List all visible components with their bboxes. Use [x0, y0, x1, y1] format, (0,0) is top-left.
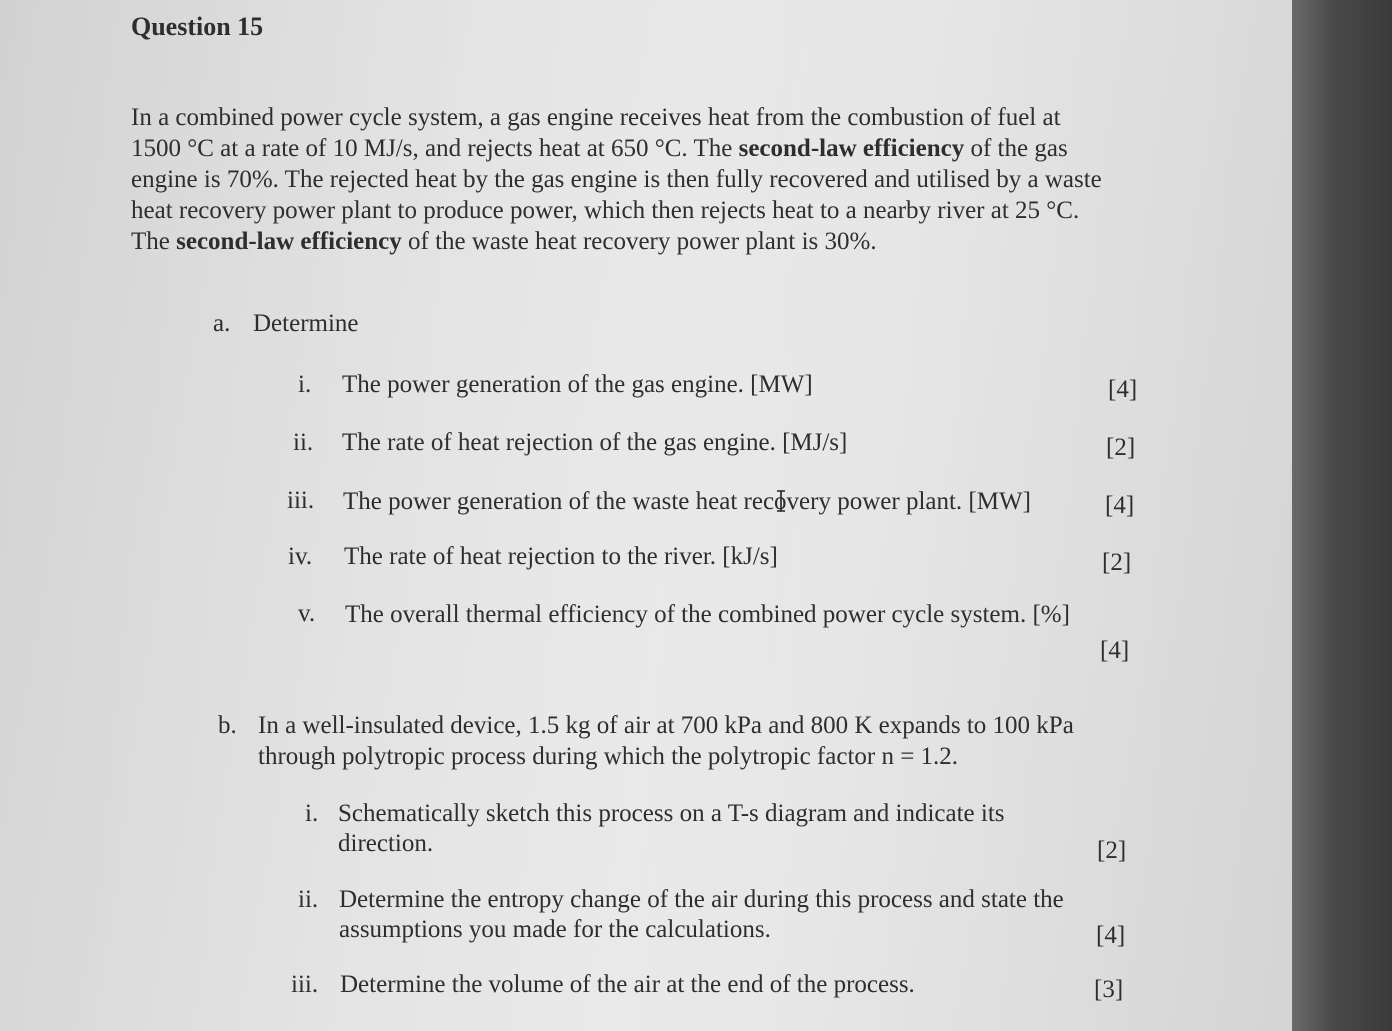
- marks-badge: [4]: [1100, 637, 1130, 664]
- intro-text: of the waste heat recovery power plant is 30%.: [401, 228, 877, 255]
- part-b-text-line-2: through polytropic process during which the polytropic factor n = 1.2.: [258, 743, 959, 770]
- part-a-item-text: The rate of heat rejection of the gas engine. [MJ/s]: [342, 429, 848, 456]
- question-intro: [131, 102, 1171, 257]
- bold-term: second-law efficiency: [176, 228, 402, 255]
- part-a-label: a.: [213, 310, 231, 337]
- part-b-item-text: Determine the entropy change of the air during this process and state the: [339, 886, 1064, 913]
- part-b-item-number: ii.: [298, 886, 319, 913]
- intro-text: of the gas: [964, 135, 1068, 162]
- part-a-item-number: iv.: [288, 543, 313, 570]
- part-a-item-text: The overall thermal efficiency of the combined power cycle system. [%]: [345, 601, 1070, 628]
- intro-line-5: [131, 226, 1171, 257]
- part-b-text-line-1: In a well-insulated device, 1.5 kg of air at 700 kPa and 800 K expands to 100 kPa: [258, 712, 1074, 739]
- part-b-item-number: i.: [305, 800, 319, 827]
- intro-line-1: In a combined power cycle system, a gas engine receives heat from the combustion of fuel at: [131, 104, 1061, 131]
- part-b-item-number: iii.: [291, 971, 319, 998]
- part-b-item-text: direction.: [338, 830, 434, 857]
- part-b-item-text: Determine the volume of the air at the end of the process.: [340, 971, 915, 998]
- marks-badge: [2]: [1102, 549, 1132, 576]
- part-a-item-number: ii.: [293, 429, 314, 456]
- marks-badge: [2]: [1106, 434, 1136, 461]
- bold-term: second-law efficiency: [738, 135, 965, 162]
- marks-badge: [3]: [1094, 976, 1124, 1003]
- part-b-label: b.: [218, 712, 237, 739]
- marks-badge: [4]: [1108, 376, 1138, 403]
- question-title: Question 15: [131, 12, 264, 41]
- marks-badge: [2]: [1097, 837, 1127, 864]
- text-cursor-icon: [776, 490, 786, 512]
- part-a-heading: Determine: [253, 310, 359, 337]
- part-a-item-number: i.: [298, 371, 312, 398]
- intro-line-4: heat recovery power plant to produce power, which then rejects heat to a nearby river at 25 °C.: [131, 197, 1080, 224]
- part-a-item-number: iii.: [287, 487, 315, 514]
- marks-badge: [4]: [1096, 922, 1126, 949]
- part-a-item-text: The power generation of the gas engine. [MW]: [342, 371, 813, 398]
- part-b-item-text: Schematically sketch this process on a T-s diagram and indicate its: [338, 800, 1005, 827]
- part-a-item-number: v.: [298, 600, 316, 627]
- part-b-item-text: assumptions you made for the calculations.: [339, 916, 771, 943]
- part-a-item-text: The power generation of the waste heat recovery power plant. [MW]: [343, 488, 1031, 515]
- intro-text: 1500 °C at a rate of 10 MJ/s, and rejects heat at 650 °C. The: [131, 135, 739, 162]
- monitor-bezel: [1292, 0, 1392, 1031]
- intro-text: The: [131, 228, 177, 255]
- part-a-item-text: The rate of heat rejection to the river. [kJ/s]: [344, 543, 778, 570]
- intro-line-2: [131, 133, 1171, 164]
- marks-badge: [4]: [1105, 492, 1135, 519]
- intro-line-3: engine is 70%. The rejected heat by the gas engine is then fully recovered and utilised by a waste: [131, 166, 1102, 193]
